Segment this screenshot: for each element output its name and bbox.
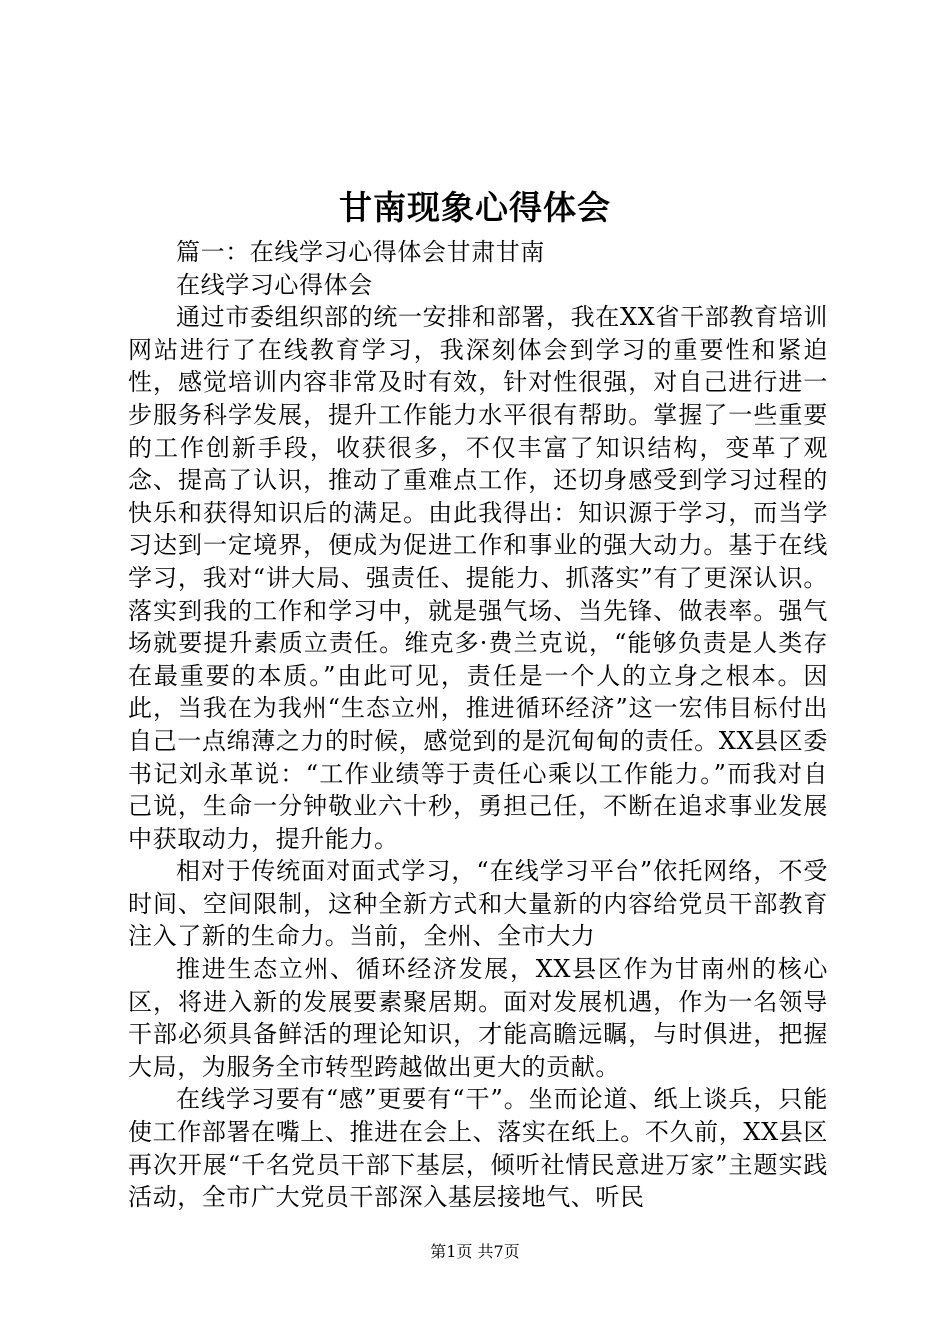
paragraph-body: 通过市委组织部的统一安排和部署，我在XX省干部教育培训网站进行了在线教育学习，我深刻体会到学习的重要性和紧迫性，感觉培训内容非常及时有效，针对性很强，对自己进行进一步服务科学发展，提升工作能力水平很有帮助。掌握了一些重要的工作创新手段，收获很多，不仅丰富了知识结构，变革了观念、提高了认识，推动了重难点工作，还切身感受到学习过程的快乐和获得知识后的满足。由此我得出：知识源于学习，而当学习达到一定境界，便成为促进工作和事业的强大动力。基于在线学习，我对“讲大局、强责任、提能力、抓落实”有了更深认识。落实到我的工作和学习中，就是强气场、当先锋、做表率。强气场就要提升素质立责任。维克多·费兰克说，“能够负责是人类存在最重要的本质。”由此可见，责任是一个人的立身之根本。因此，当我在为我州“生态立州，推进循环经济”这一宏伟目标付出自己一点绵薄之力的时候，感觉到的是沉甸甸的责任。XX县区委书记刘永革说：“工作业绩等于责任心乘以工作能力。”而我对自己说，生命一分钟敬业六十秒，勇担己任，不断在追求事业发展中获取动力，提升能力。 xyxy=(128,303,828,853)
paragraph-section-heading: 篇一：在线学习心得体会甘肃甘南 xyxy=(176,238,545,266)
document-body xyxy=(128,236,828,1214)
document-title: 甘南现象心得体会 xyxy=(339,188,611,227)
paragraph-body: 在线学习要有“感”更要有“干”。坐而论道、纸上谈兵，只能使工作部署在嘴上、推进在会上、落实在纸上。不久前，XX县区再次开展“千名党员干部下基层，倾听社情民意进万家”主题实践活动，全市广大党员干部深入基层接地气、听民 xyxy=(128,1085,828,1212)
paragraph-body: 相对于传统面对面式学习，“在线学习平台”依托网络，不受时间、空间限制，这种全新方式和大量新的内容给党员干部教育注入了新的生命力。当前，全州、全市大力 xyxy=(128,857,828,951)
paragraph-subheading: 在线学习心得体会 xyxy=(176,270,373,299)
paragraph-body: 推进生态立州、循环经济发展，XX县区作为甘南州的核心区，将进入新的发展要素聚居期。面对发展机遇，作为一名领导干部必须具备鲜活的理论知识，才能高瞻远瞩，与时俱进，把握大局，为服务全市转型跨越做出更大的贡献。 xyxy=(128,955,828,1081)
page-number-footer: 第1页 共7页 xyxy=(430,1242,520,1261)
